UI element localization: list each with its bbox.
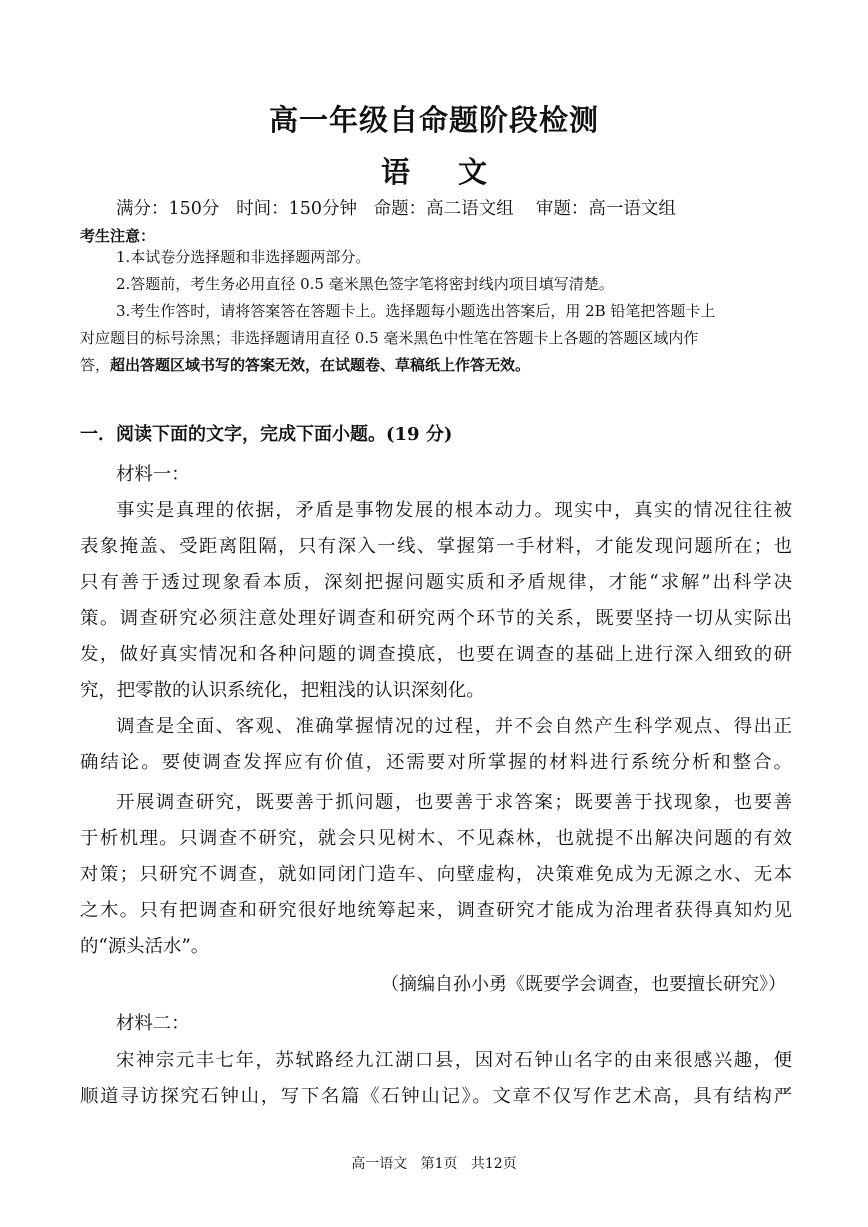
notice-item-3-line-1: 3.考生作答时，请将答案答在答题卡上。选择题每小题选出答案后，用 2B 铅笔把答题卡上 — [116, 302, 716, 320]
exam-title: 高一年级自命题阶段检测 — [268, 103, 599, 137]
notice-item-3-bold: 超出答题区域书写的答案无效，在试题卷、草稿纸上作答无效。 — [110, 356, 531, 374]
material-2-label: 材料二： — [116, 1013, 190, 1034]
exam-meta: 满分：150分 时间：150分钟 命题：高二语文组 审题：高一语文组 — [116, 199, 676, 219]
notice-item-3-line-3 — [80, 352, 530, 379]
notice-item-1: 1.本试卷分选择题和非选择题两部分。 — [116, 248, 371, 266]
p1-line: 只有善于透过现象看本质，深刻把握问题实质和矛盾规律，才能“求解”出科学决 — [80, 572, 792, 593]
p3-line: 于析机理。只调查不研究，就会只见树木、不见森林，也就提不出解决问题的有效 — [80, 828, 792, 849]
p1-line: 究，把零散的认识系统化，把粗浅的认识深刻化。 — [80, 680, 485, 701]
p1-line: 策。调查研究必须注意处理好调查和研究两个环节的关系，既要坚持一切从实际出 — [80, 608, 792, 629]
p1-line: 表象掩盖、受距离阻隔，只有深入一线、掌握第一手材料，才能发现问题所在；也 — [80, 536, 792, 557]
notice-item-3-plain: 答， — [80, 356, 111, 374]
p1-line: 发，做好真实情况和各种问题的调查摸底，也要在调查的基础上进行深入细致的研 — [80, 644, 792, 665]
p3-line: 对策；只研究不调查，就如同闭门造车、向壁虚构，决策难免成为无源之水、无本 — [80, 864, 792, 885]
page-footer: 高一语文 第1页 共12页 — [351, 1156, 517, 1172]
p4-line: 顺道寻访探究石钟山，写下名篇《石钟山记》。文章不仅写作艺术高，具有结构严 — [80, 1086, 792, 1107]
p3-line: 开展调查研究，既要善于抓问题，也要善于求答案；既要善于找现象，也要善 — [116, 792, 792, 813]
notice-heading: 考生注意： — [80, 227, 156, 245]
p2-line: 确结论。要使调查发挥应有价值，还需要对所掌握的材料进行系统分析和整合。 — [80, 752, 792, 773]
p3-line: 的“源头活水”。 — [80, 936, 210, 957]
notice-item-2: 2.答题前，考生务必用直径 0.5 毫米黑色签字笔将密封线内项目填写清楚。 — [116, 275, 614, 293]
subject-title: 语文 — [380, 155, 535, 189]
p1-line: 事实是真理的依据，矛盾是事物发展的根本动力。现实中，真实的情况往往被 — [116, 500, 792, 521]
notice-item-3-line-2: 对应题目的标号涂黑；非选择题请用直径 0.5 毫米黑色中性笔在答题卡上各题的答题区域内作 — [80, 329, 699, 347]
material-1-label: 材料一： — [116, 464, 190, 485]
section-heading: 一．阅读下面的文字，完成下面小题。(19 分) — [80, 424, 453, 445]
source-citation: （摘编自孙小勇《既要学会调查，也要擅长研究》） — [381, 974, 786, 995]
p4-line: 宋神宗元丰七年，苏轼路经九江湖口县，因对石钟山名字的由来很感兴趣，便 — [116, 1050, 792, 1071]
p3-line: 之木。只有把调查和研究很好地统筹起来，调查研究才能成为治理者获得真知灼见 — [80, 900, 792, 921]
p2-line: 调查是全面、客观、准确掌握情况的过程，并不会自然产生科学观点、得出正 — [116, 716, 792, 737]
